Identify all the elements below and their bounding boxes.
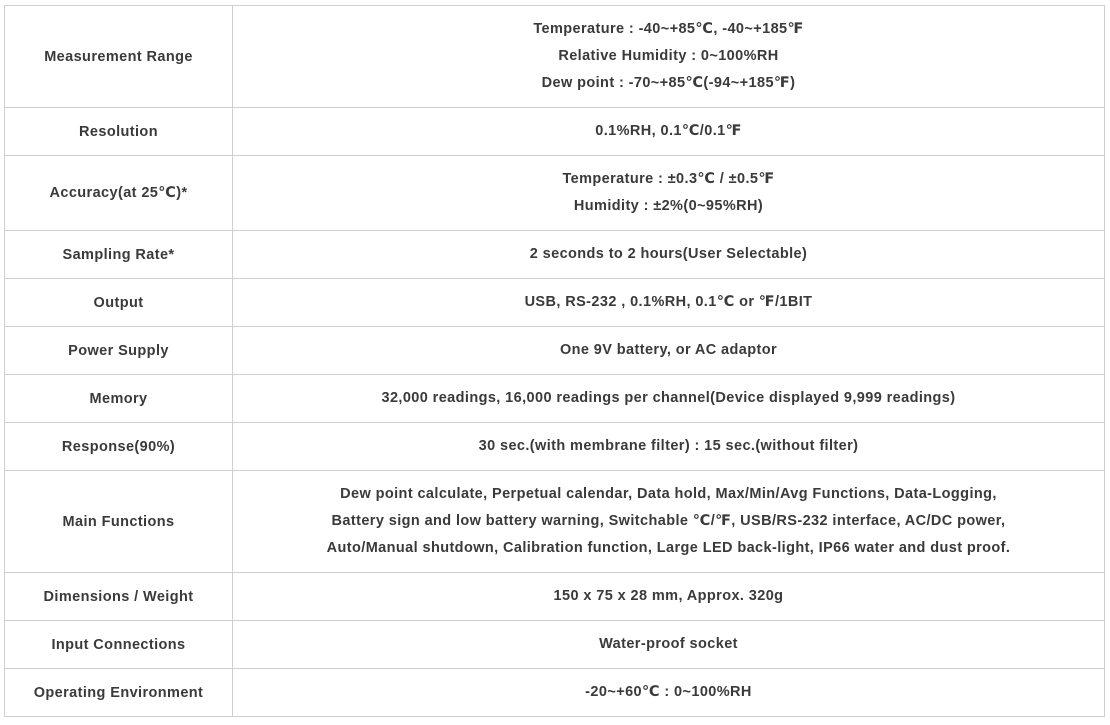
- spec-label: Accuracy(at 25℃)*: [5, 156, 233, 231]
- specifications-table: [4, 5, 1105, 717]
- spec-row-output: [5, 279, 1105, 327]
- spec-value-line: Dew point : -70~+85℃(-94~+185℉): [541, 75, 796, 91]
- spec-label: Main Functions: [5, 471, 233, 573]
- spec-value-line: Dew point calculate, Perpetual calendar, Data hold, Max/Min/Avg Functions, Data-Logging,: [340, 486, 997, 502]
- spec-value-line: 0.1%RH, 0.1℃/0.1℉: [595, 123, 742, 139]
- spec-value: [233, 669, 1105, 717]
- spec-label: Sampling Rate*: [5, 231, 233, 279]
- spec-row-measurement-range: [5, 6, 1105, 108]
- spec-value-line: Relative Humidity : 0~100%RH: [558, 48, 779, 64]
- spec-label: Power Supply: [5, 327, 233, 375]
- spec-value: [233, 471, 1105, 573]
- spec-value-line: One 9V battery, or AC adaptor: [559, 342, 778, 358]
- spec-value: [233, 375, 1105, 423]
- spec-value-line: Water-proof socket: [599, 636, 738, 652]
- spec-value-line: 30 sec.(with membrane filter) : 15 sec.(without filter): [478, 438, 859, 454]
- spec-value: [233, 621, 1105, 669]
- spec-value: [233, 279, 1105, 327]
- spec-label: Response(90%): [5, 423, 233, 471]
- spec-label: Input Connections: [5, 621, 233, 669]
- spec-label: Output: [5, 279, 233, 327]
- spec-row-resolution: [5, 108, 1105, 156]
- spec-value-line: -20~+60℃ : 0~100%RH: [585, 684, 752, 700]
- spec-label: Resolution: [5, 108, 233, 156]
- spec-value-line: 150 x 75 x 28 mm, Approx. 320g: [553, 588, 784, 604]
- spec-value: [233, 327, 1105, 375]
- spec-value-line: 2 seconds to 2 hours(User Selectable): [529, 246, 808, 262]
- spec-row-dimensions-weight: [5, 573, 1105, 621]
- spec-value-line: Humidity : ±2%(0~95%RH): [573, 198, 764, 214]
- spec-value: [233, 108, 1105, 156]
- spec-label: Dimensions / Weight: [5, 573, 233, 621]
- spec-value-line: Temperature : ±0.3℃ / ±0.5℉: [562, 171, 775, 187]
- spec-value-line: Battery sign and low battery warning, Switchable ℃/℉, USB/RS-232 interface, AC/DC power,: [331, 513, 1006, 529]
- spec-value: [233, 573, 1105, 621]
- spec-value-line: Auto/Manual shutdown, Calibration function, Large LED back-light, IP66 water and dust proof.: [326, 540, 1011, 556]
- spec-row-operating-environment: [5, 669, 1105, 717]
- spec-row-accuracy: [5, 156, 1105, 231]
- spec-value-line: Temperature : -40~+85℃, -40~+185℉: [533, 21, 804, 37]
- spec-row-memory: [5, 375, 1105, 423]
- spec-row-main-functions: [5, 471, 1105, 573]
- spec-value: [233, 156, 1105, 231]
- spec-label: Measurement Range: [5, 6, 233, 108]
- spec-row-power-supply: [5, 327, 1105, 375]
- spec-row-sampling-rate: [5, 231, 1105, 279]
- spec-value: [233, 423, 1105, 471]
- spec-value: [233, 6, 1105, 108]
- spec-label: Operating Environment: [5, 669, 233, 717]
- spec-value-line: 32,000 readings, 16,000 readings per channel(Device displayed 9,999 readings): [381, 390, 956, 406]
- spec-label: Memory: [5, 375, 233, 423]
- spec-value: [233, 231, 1105, 279]
- spec-value-line: USB, RS-232 , 0.1%RH, 0.1℃ or ℉/1BIT: [524, 294, 813, 310]
- spec-row-response: [5, 423, 1105, 471]
- spec-row-input-connections: [5, 621, 1105, 669]
